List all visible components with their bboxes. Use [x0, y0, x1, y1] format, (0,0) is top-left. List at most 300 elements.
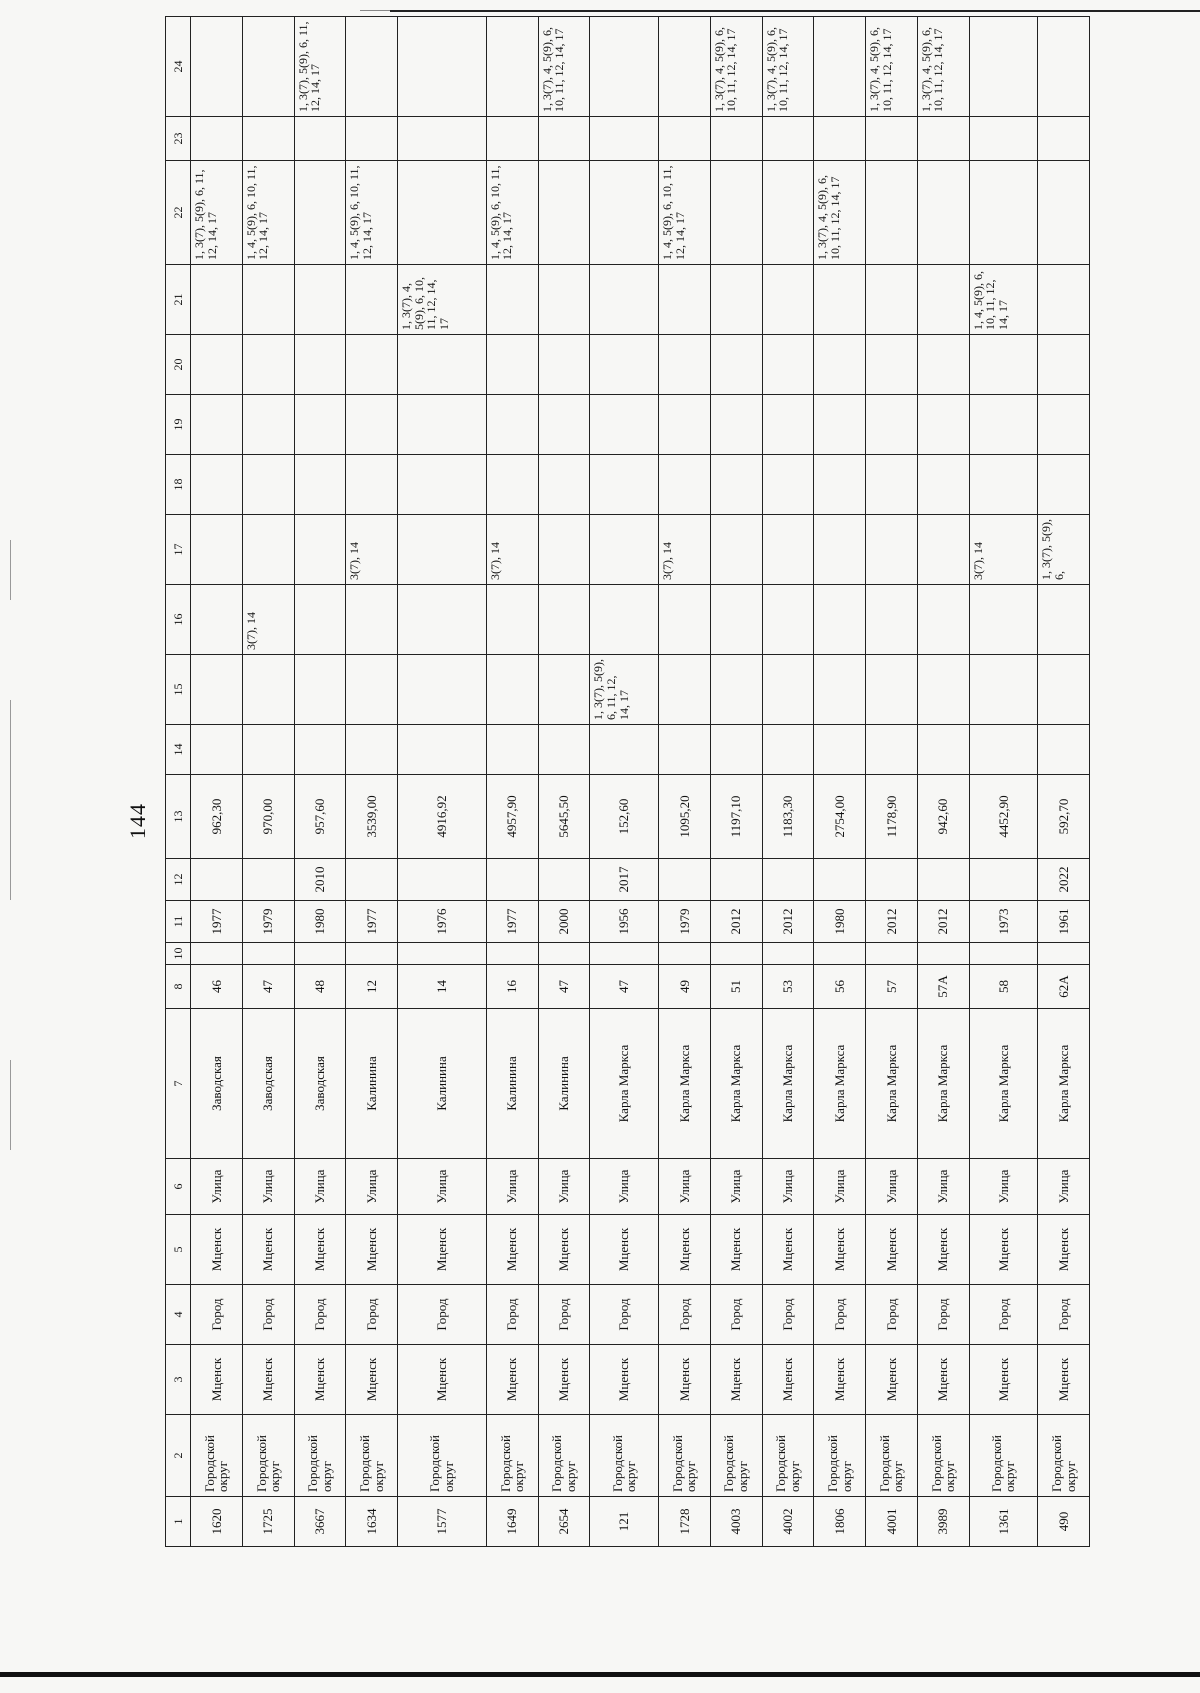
table-cell-col-8: 47	[538, 965, 590, 1009]
table-cell-col-4: Город	[590, 1285, 659, 1345]
table-cell-col-6: Улица	[658, 1159, 710, 1215]
table-cell-col-6: Улица	[398, 1159, 487, 1215]
table-cell-col-22	[590, 161, 659, 265]
table-cell-col-2: Городской округ	[486, 1415, 538, 1497]
table-cell-col-5: Мценск	[762, 1215, 814, 1285]
table-cell-col-16	[814, 585, 866, 655]
table-cell-col-12	[658, 859, 710, 901]
column-header: 17	[166, 515, 191, 585]
table-cell-col-14	[762, 725, 814, 775]
table-cell-col-13: 4916,92	[398, 775, 487, 859]
table-cell-col-20	[658, 335, 710, 395]
table-cell-col-16: 3(7), 14	[242, 585, 294, 655]
table-cell-col-3: Мценск	[346, 1345, 398, 1415]
table-cell-col-14	[917, 725, 969, 775]
table-cell-col-21	[191, 265, 243, 335]
table-cell-col-15	[242, 655, 294, 725]
table-cell-col-18	[538, 455, 590, 515]
table-cell-col-4: Город	[969, 1285, 1038, 1345]
table-cell-col-18	[710, 455, 762, 515]
table-cell-col-11: 1979	[658, 901, 710, 943]
table-cell-col-4: Город	[242, 1285, 294, 1345]
table-cell-col-14	[658, 725, 710, 775]
table-cell-col-24	[658, 17, 710, 117]
column-header: 21	[166, 265, 191, 335]
table-cell-col-22: 1, 3(7), 5(9), 6, 11, 12, 14, 17	[191, 161, 243, 265]
table-row	[1038, 17, 1090, 1547]
table-cell-col-5: Мценск	[398, 1215, 487, 1285]
table-cell-col-20	[346, 335, 398, 395]
column-header: 23	[166, 117, 191, 161]
table-cell-col-13: 1183,30	[762, 775, 814, 859]
table-cell-col-4: Город	[866, 1285, 918, 1345]
table-cell-col-21	[658, 265, 710, 335]
table-cell-col-18	[762, 455, 814, 515]
table-cell-col-15	[486, 655, 538, 725]
table-cell-col-7: Калинина	[398, 1009, 487, 1159]
table-cell-col-5: Мценск	[538, 1215, 590, 1285]
table-cell-col-18	[866, 455, 918, 515]
scan-artifact-line	[10, 700, 11, 900]
table-cell-col-4: Город	[538, 1285, 590, 1345]
table-cell-col-19	[658, 395, 710, 455]
table-cell-col-21	[1038, 265, 1090, 335]
table-cell-col-16	[969, 585, 1038, 655]
table-cell-col-3: Мценск	[486, 1345, 538, 1415]
table-cell-col-14	[346, 725, 398, 775]
table-cell-col-6: Улица	[191, 1159, 243, 1215]
table-cell-col-12: 2022	[1038, 859, 1090, 901]
table-cell-col-20	[1038, 335, 1090, 395]
table-cell-col-18	[658, 455, 710, 515]
table-cell-col-16	[538, 585, 590, 655]
table-cell-col-16	[346, 585, 398, 655]
table-cell-col-7: Карла Маркса	[658, 1009, 710, 1159]
table-cell-col-22: 1, 4, 5(9), 6, 10, 11, 12, 14, 17	[486, 161, 538, 265]
table-cell-col-11: 2012	[710, 901, 762, 943]
table-cell-col-10	[398, 943, 487, 965]
table-cell-col-22	[538, 161, 590, 265]
table-cell-col-22	[969, 161, 1038, 265]
table-cell-col-21	[917, 265, 969, 335]
table-cell-col-8: 49	[658, 965, 710, 1009]
table-cell-col-21	[294, 265, 346, 335]
table-row	[814, 17, 866, 1547]
table-cell-col-18	[242, 455, 294, 515]
table-cell-col-19	[538, 395, 590, 455]
registry-table	[165, 16, 1090, 1547]
table-cell-col-2: Городской округ	[294, 1415, 346, 1497]
table-cell-col-15	[346, 655, 398, 725]
table-row	[590, 17, 659, 1547]
table-cell-col-1: 1728	[658, 1497, 710, 1547]
table-cell-col-24: 1, 3(7), 4, 5(9), 6, 10, 11, 12, 14, 17	[762, 17, 814, 117]
table-cell-col-2: Городской округ	[814, 1415, 866, 1497]
scan-artifact-line	[10, 540, 11, 600]
table-cell-col-13: 152,60	[590, 775, 659, 859]
table-cell-col-21	[242, 265, 294, 335]
table-cell-col-24: 1, 3(7), 4, 5(9), 6, 10, 11, 12, 14, 17	[710, 17, 762, 117]
table-cell-col-6: Улица	[1038, 1159, 1090, 1215]
table-cell-col-16	[590, 585, 659, 655]
table-row	[658, 17, 710, 1547]
table-cell-col-13: 942,60	[917, 775, 969, 859]
table-cell-col-23	[242, 117, 294, 161]
column-header: 7	[166, 1009, 191, 1159]
column-header: 1	[166, 1497, 191, 1547]
table-cell-col-21	[346, 265, 398, 335]
table-cell-col-2: Городской округ	[658, 1415, 710, 1497]
column-header: 10	[166, 943, 191, 965]
table-cell-col-10	[538, 943, 590, 965]
table-body	[191, 17, 1090, 1547]
table-cell-col-10	[346, 943, 398, 965]
table-cell-col-19	[969, 395, 1038, 455]
table-cell-col-4: Город	[346, 1285, 398, 1345]
table-cell-col-17: 3(7), 14	[969, 515, 1038, 585]
table-cell-col-2: Городской округ	[866, 1415, 918, 1497]
table-cell-col-8: 16	[486, 965, 538, 1009]
table-cell-col-22: 1, 4, 5(9), 6, 10, 11, 12, 14, 17	[658, 161, 710, 265]
table-cell-col-5: Мценск	[191, 1215, 243, 1285]
table-cell-col-19	[814, 395, 866, 455]
table-cell-col-20	[191, 335, 243, 395]
table-row	[866, 17, 918, 1547]
table-cell-col-18	[398, 455, 487, 515]
table-cell-col-5: Мценск	[710, 1215, 762, 1285]
table-cell-col-6: Улица	[762, 1159, 814, 1215]
column-header: 5	[166, 1215, 191, 1285]
table-cell-col-2: Городской округ	[762, 1415, 814, 1497]
table-cell-col-12	[398, 859, 487, 901]
table-cell-col-4: Город	[814, 1285, 866, 1345]
table-cell-col-7: Карла Маркса	[710, 1009, 762, 1159]
table-cell-col-17: 3(7), 14	[346, 515, 398, 585]
table-cell-col-16	[191, 585, 243, 655]
table-cell-col-12	[346, 859, 398, 901]
table-cell-col-21	[866, 265, 918, 335]
column-header: 8	[166, 965, 191, 1009]
table-cell-col-24: 1, 3(7), 5(9), 6, 11, 12, 14, 17	[294, 17, 346, 117]
table-cell-col-7: Заводская	[294, 1009, 346, 1159]
table-cell-col-5: Мценск	[346, 1215, 398, 1285]
table-cell-col-3: Мценск	[191, 1345, 243, 1415]
table-cell-col-21	[486, 265, 538, 335]
table-cell-col-20	[866, 335, 918, 395]
table-cell-col-23	[486, 117, 538, 161]
table-cell-col-4: Город	[398, 1285, 487, 1345]
table-cell-col-13: 5645,50	[538, 775, 590, 859]
table-cell-col-18	[346, 455, 398, 515]
table-cell-col-6: Улица	[346, 1159, 398, 1215]
table-cell-col-19	[710, 395, 762, 455]
column-header: 4	[166, 1285, 191, 1345]
table-cell-col-8: 57	[866, 965, 918, 1009]
table-cell-col-3: Мценск	[294, 1345, 346, 1415]
table-cell-col-20	[762, 335, 814, 395]
table-cell-col-17	[191, 515, 243, 585]
table-cell-col-17	[814, 515, 866, 585]
table-row	[917, 17, 969, 1547]
table-cell-col-17	[242, 515, 294, 585]
table-cell-col-13: 2754,00	[814, 775, 866, 859]
table-row	[486, 17, 538, 1547]
table-cell-col-14	[814, 725, 866, 775]
table-cell-col-7: Калинина	[486, 1009, 538, 1159]
table-cell-col-24	[346, 17, 398, 117]
table-cell-col-1: 1577	[398, 1497, 487, 1547]
table-cell-col-5: Мценск	[866, 1215, 918, 1285]
table-cell-col-20	[294, 335, 346, 395]
table-cell-col-5: Мценск	[814, 1215, 866, 1285]
table-cell-col-5: Мценск	[486, 1215, 538, 1285]
table-cell-col-8: 47	[590, 965, 659, 1009]
table-cell-col-20	[486, 335, 538, 395]
table-cell-col-20	[398, 335, 487, 395]
table-cell-col-24	[1038, 17, 1090, 117]
rotated-table-wrapper	[165, 21, 1090, 1547]
bottom-border-line	[0, 1672, 1200, 1677]
table-cell-col-7: Карла Маркса	[1038, 1009, 1090, 1159]
table-cell-col-12	[762, 859, 814, 901]
table-row	[294, 17, 346, 1547]
table-cell-col-20	[710, 335, 762, 395]
table-cell-col-23	[538, 117, 590, 161]
table-cell-col-12	[486, 859, 538, 901]
table-cell-col-5: Мценск	[590, 1215, 659, 1285]
table-cell-col-3: Мценск	[969, 1345, 1038, 1415]
table-cell-col-18	[486, 455, 538, 515]
table-cell-col-21	[590, 265, 659, 335]
table-cell-col-5: Мценск	[658, 1215, 710, 1285]
table-cell-col-12	[538, 859, 590, 901]
table-cell-col-17	[294, 515, 346, 585]
table-cell-col-11: 1979	[242, 901, 294, 943]
table-cell-col-12	[917, 859, 969, 901]
table-cell-col-17	[590, 515, 659, 585]
table-cell-col-22	[294, 161, 346, 265]
table-cell-col-20	[917, 335, 969, 395]
column-header: 19	[166, 395, 191, 455]
table-cell-col-3: Мценск	[866, 1345, 918, 1415]
table-cell-col-2: Городской округ	[969, 1415, 1038, 1497]
table-cell-col-3: Мценск	[242, 1345, 294, 1415]
table-cell-col-13: 4957,90	[486, 775, 538, 859]
table-cell-col-10	[486, 943, 538, 965]
table-cell-col-17	[917, 515, 969, 585]
table-cell-col-3: Мценск	[1038, 1345, 1090, 1415]
table-cell-col-4: Город	[1038, 1285, 1090, 1345]
table-cell-col-7: Карла Маркса	[762, 1009, 814, 1159]
table-cell-col-24	[242, 17, 294, 117]
table-cell-col-13: 970,00	[242, 775, 294, 859]
scan-artifact-line	[10, 1060, 11, 1150]
table-cell-col-12	[191, 859, 243, 901]
table-cell-col-10	[917, 943, 969, 965]
table-cell-col-2: Городской округ	[538, 1415, 590, 1497]
table-cell-col-11: 2012	[866, 901, 918, 943]
table-cell-col-10	[1038, 943, 1090, 965]
table-cell-col-2: Городской округ	[590, 1415, 659, 1497]
table-cell-col-14	[191, 725, 243, 775]
table-cell-col-1: 1620	[191, 1497, 243, 1547]
column-header: 16	[166, 585, 191, 655]
table-cell-col-10	[814, 943, 866, 965]
table-cell-col-16	[866, 585, 918, 655]
table-cell-col-2: Городской округ	[710, 1415, 762, 1497]
table-cell-col-11: 1973	[969, 901, 1038, 943]
table-cell-col-16	[294, 585, 346, 655]
table-cell-col-15	[658, 655, 710, 725]
table-cell-col-15	[191, 655, 243, 725]
table-cell-col-7: Карла Маркса	[917, 1009, 969, 1159]
table-cell-col-13: 592,70	[1038, 775, 1090, 859]
table-cell-col-12	[710, 859, 762, 901]
table-cell-col-13: 957,60	[294, 775, 346, 859]
table-cell-col-17: 3(7), 14	[486, 515, 538, 585]
table-cell-col-7: Заводская	[242, 1009, 294, 1159]
table-cell-col-13: 1197,10	[710, 775, 762, 859]
table-cell-col-24	[398, 17, 487, 117]
table-cell-col-11: 1956	[590, 901, 659, 943]
table-cell-col-6: Улица	[917, 1159, 969, 1215]
table-cell-col-10	[969, 943, 1038, 965]
table-cell-col-3: Мценск	[762, 1345, 814, 1415]
table-cell-col-17: 1, 3(7), 5(9), 6,	[1038, 515, 1090, 585]
table-cell-col-3: Мценск	[710, 1345, 762, 1415]
table-cell-col-6: Улица	[242, 1159, 294, 1215]
table-cell-col-23	[294, 117, 346, 161]
table-cell-col-1: 4003	[710, 1497, 762, 1547]
column-header: 24	[166, 17, 191, 117]
table-cell-col-18	[191, 455, 243, 515]
table-cell-col-20	[538, 335, 590, 395]
table-cell-col-24: 1, 3(7), 4, 5(9), 6, 10, 11, 12, 14, 17	[866, 17, 918, 117]
table-cell-col-14	[398, 725, 487, 775]
column-header: 6	[166, 1159, 191, 1215]
column-header: 22	[166, 161, 191, 265]
table-cell-col-18	[814, 455, 866, 515]
table-cell-col-15	[398, 655, 487, 725]
header-row	[166, 17, 191, 1547]
table-cell-col-5: Мценск	[1038, 1215, 1090, 1285]
table-cell-col-20	[814, 335, 866, 395]
table-cell-col-4: Город	[658, 1285, 710, 1345]
table-cell-col-19	[191, 395, 243, 455]
table-cell-col-19	[242, 395, 294, 455]
table-cell-col-10	[242, 943, 294, 965]
table-cell-col-22	[398, 161, 487, 265]
table-cell-col-19	[866, 395, 918, 455]
table-cell-col-6: Улица	[590, 1159, 659, 1215]
table-cell-col-19	[917, 395, 969, 455]
table-cell-col-8: 58	[969, 965, 1038, 1009]
table-cell-col-11: 1961	[1038, 901, 1090, 943]
table-cell-col-18	[917, 455, 969, 515]
table-cell-col-11: 1977	[191, 901, 243, 943]
table-cell-col-4: Город	[762, 1285, 814, 1345]
table-row	[242, 17, 294, 1547]
table-cell-col-22	[710, 161, 762, 265]
table-cell-col-10	[710, 943, 762, 965]
table-cell-col-15	[762, 655, 814, 725]
table-cell-col-1: 3667	[294, 1497, 346, 1547]
table-cell-col-22	[866, 161, 918, 265]
column-header: 13	[166, 775, 191, 859]
table-cell-col-1: 1649	[486, 1497, 538, 1547]
table-cell-col-5: Мценск	[294, 1215, 346, 1285]
table-cell-col-11: 1980	[814, 901, 866, 943]
table-cell-col-22	[1038, 161, 1090, 265]
table-cell-col-17	[762, 515, 814, 585]
table-cell-col-24	[590, 17, 659, 117]
table-cell-col-15	[969, 655, 1038, 725]
table-cell-col-4: Город	[191, 1285, 243, 1345]
table-cell-col-10	[191, 943, 243, 965]
table-cell-col-7: Карла Маркса	[590, 1009, 659, 1159]
table-cell-col-16	[710, 585, 762, 655]
table-cell-col-7: Калинина	[346, 1009, 398, 1159]
table-cell-col-5: Мценск	[969, 1215, 1038, 1285]
table-cell-col-23	[191, 117, 243, 161]
table-cell-col-3: Мценск	[814, 1345, 866, 1415]
table-cell-col-17	[398, 515, 487, 585]
table-cell-col-23	[710, 117, 762, 161]
table-cell-col-23	[1038, 117, 1090, 161]
table-row	[398, 17, 487, 1547]
table-cell-col-13: 3539,00	[346, 775, 398, 859]
table-cell-col-19	[1038, 395, 1090, 455]
table-cell-col-16	[762, 585, 814, 655]
table-cell-col-17	[538, 515, 590, 585]
table-cell-col-15	[538, 655, 590, 725]
table-cell-col-21: 1, 4, 5(9), 6, 10, 11, 12, 14, 17	[969, 265, 1038, 335]
table-cell-col-22: 1, 4, 5(9), 6, 10, 11, 12, 14, 17	[346, 161, 398, 265]
table-cell-col-11: 2000	[538, 901, 590, 943]
table-cell-col-16	[398, 585, 487, 655]
column-header: 2	[166, 1415, 191, 1497]
table-cell-col-13: 962,30	[191, 775, 243, 859]
table-cell-col-1: 1361	[969, 1497, 1038, 1547]
table-cell-col-24	[969, 17, 1038, 117]
table-row	[538, 17, 590, 1547]
table-cell-col-21	[762, 265, 814, 335]
table-cell-col-11: 1976	[398, 901, 487, 943]
table-cell-col-1: 4001	[866, 1497, 918, 1547]
table-cell-col-1: 1806	[814, 1497, 866, 1547]
table-cell-col-13: 1178,90	[866, 775, 918, 859]
table-cell-col-6: Улица	[866, 1159, 918, 1215]
table-cell-col-14	[710, 725, 762, 775]
page-number: 144	[125, 803, 150, 839]
table-cell-col-8: 46	[191, 965, 243, 1009]
table-cell-col-1: 1634	[346, 1497, 398, 1547]
table-cell-col-7: Карла Маркса	[814, 1009, 866, 1159]
table-cell-col-8: 62А	[1038, 965, 1090, 1009]
table-cell-col-19	[398, 395, 487, 455]
table-cell-col-10	[866, 943, 918, 965]
table-cell-col-18	[590, 455, 659, 515]
table-cell-col-13: 4452,90	[969, 775, 1038, 859]
table-cell-col-12	[242, 859, 294, 901]
table-cell-col-23	[969, 117, 1038, 161]
table-cell-col-1: 490	[1038, 1497, 1090, 1547]
table-cell-col-8: 48	[294, 965, 346, 1009]
table-cell-col-1: 4002	[762, 1497, 814, 1547]
table-cell-col-2: Городской округ	[346, 1415, 398, 1497]
table-cell-col-1: 1725	[242, 1497, 294, 1547]
table-cell-col-21	[710, 265, 762, 335]
